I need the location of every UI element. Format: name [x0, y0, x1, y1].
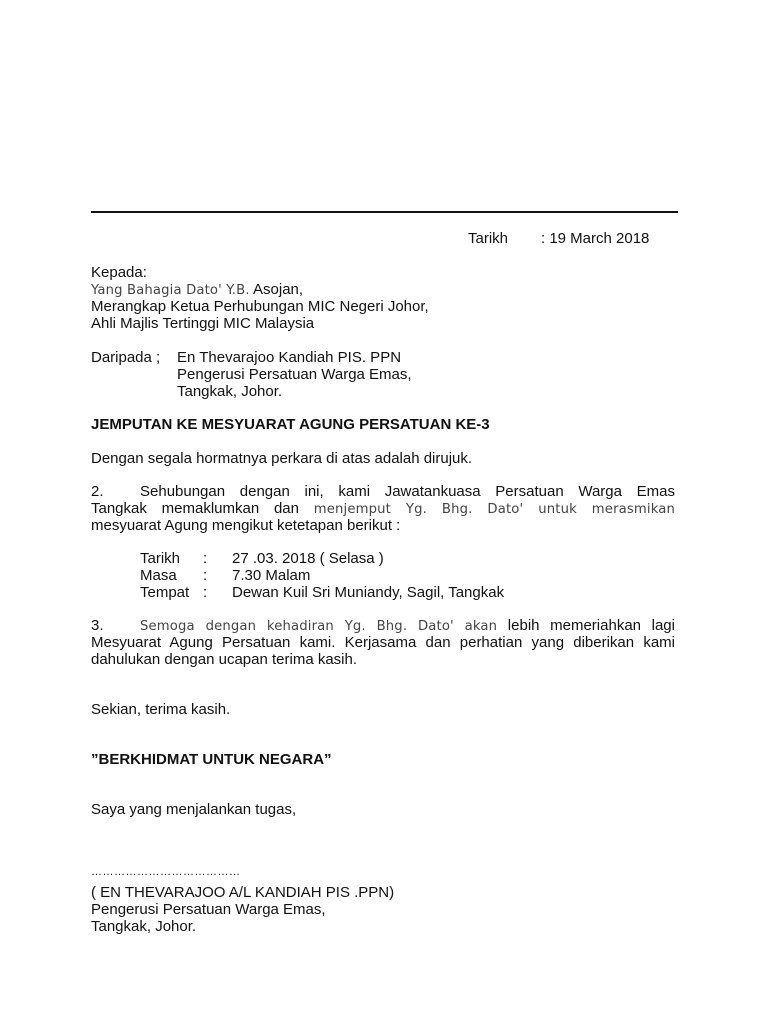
detail-label: Masa [140, 567, 177, 584]
header-rule [91, 211, 678, 213]
detail-row [0, 550, 768, 567]
motto: ”BERKHIDMAT UNTUK NEGARA” [91, 751, 332, 768]
kepada-label: Kepada: [91, 264, 147, 281]
paragraph-3-line-1 [140, 617, 675, 635]
signature-line: ………………………………… [91, 866, 241, 878]
sender-line-3: Tangkak, Johor. [177, 383, 283, 400]
detail-row [0, 567, 768, 584]
signatory-place: Tangkak, Johor. [91, 918, 197, 935]
letter-subject: JEMPUTAN KE MESYUARAT AGUNG PERSATUAN KE-3 [91, 416, 490, 433]
signatory-name: ( EN THEVARAJOO A/L KANDIAH PIS .PPN) [91, 884, 395, 901]
detail-label: Tarikh [140, 550, 181, 567]
paragraph-3-line-1-a: Semoga dengan kehadiran Yg. Bhg. Dato' akan [140, 619, 498, 634]
detail-value: 7.30 Malam [232, 567, 311, 584]
paragraph-2-number: 2. [91, 483, 104, 500]
sender-line-2: Pengerusi Persatuan Warga Emas, [177, 366, 412, 383]
closing-line: Sekian, terima kasih. [91, 701, 231, 718]
sender-line-1: En Thevarajoo Kandiah PIS. PPN [177, 349, 402, 366]
recipient-line-1 [91, 281, 303, 299]
recipient-name: Asojan, [253, 281, 304, 298]
sender-label: Daripada ; [91, 349, 161, 366]
paragraph-2-line-3: mesyuarat Agung mengikut ketetapan berikut : [91, 517, 401, 534]
paragraph-3-line-3: dahulukan dengan ucapan terima kasih. [91, 651, 358, 668]
paragraph-3-line-2: Mesyuarat Agung Persatuan kami. Kerjasama dan perhatian yang diberikan kami [91, 634, 675, 651]
detail-label: Tempat [140, 584, 190, 601]
detail-row [0, 584, 768, 601]
detail-value: 27 .03. 2018 ( Selasa ) [232, 550, 384, 567]
recipient-honorific: Yang Bahagia Dato' Y.B. [91, 283, 250, 298]
paragraph-2-line-2-b: menjemput Yg. Bhg. Dato' untuk merasmikan [313, 502, 675, 517]
detail-separator: : [203, 567, 208, 584]
detail-separator: : [203, 584, 208, 601]
detail-separator: : [203, 550, 208, 567]
paragraph-2-line-2 [91, 500, 675, 518]
paragraph-2-line-1: Sehubungan dengan ini, kami Jawatankuasa Persatuan Warga Emas [140, 483, 675, 500]
paragraph-1: Dengan segala hormatnya perkara di atas adalah dirujuk. [91, 450, 473, 467]
paragraph-3-number: 3. [91, 617, 104, 634]
paragraph-3-line-1-b: lebih memeriahkan lagi [507, 617, 675, 634]
date-label: Tarikh [468, 230, 509, 247]
recipient-line-2: Merangkap Ketua Perhubungan MIC Negeri Johor, [91, 298, 429, 315]
sign-off: Saya yang menjalankan tugas, [91, 801, 297, 818]
signatory-title: Pengerusi Persatuan Warga Emas, [91, 901, 326, 918]
recipient-line-3: Ahli Majlis Tertinggi MIC Malaysia [91, 315, 315, 332]
detail-value: Dewan Kuil Sri Muniandy, Sagil, Tangkak [232, 584, 505, 601]
paragraph-2-line-2-a: Tangkak memaklumkan dan [91, 500, 299, 517]
date-value: : 19 March 2018 [541, 230, 650, 247]
